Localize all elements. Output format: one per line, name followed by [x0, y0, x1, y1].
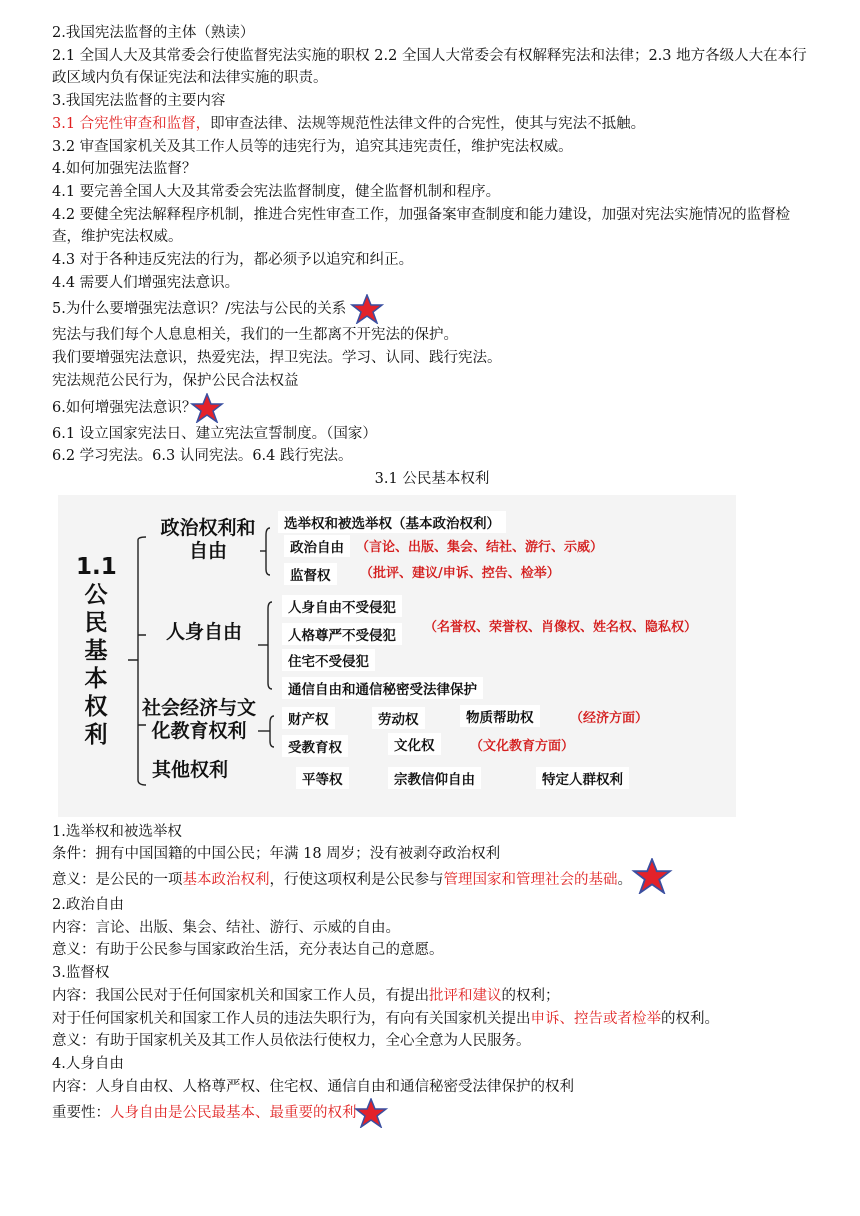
box-dignity: 人格尊严不受侵犯 [282, 623, 402, 645]
b3-text-f: 的权利。 [661, 1010, 719, 1027]
heading-6-row [52, 393, 812, 423]
star-icon [190, 393, 224, 423]
box-supervision: 监督权 [284, 563, 337, 585]
heading-3: 3.我国宪法监督的主要内容 [52, 93, 226, 110]
para-4-3: 4.3 对于各种违反宪法的行为，都必须予以追究和纠正。 [52, 252, 414, 269]
para-2-items: 2.1 全国人大及其常委会行使监督宪法实施的职权 2.2 全国人大常委会有权解释宪法和法律；2.3 地方各级人大在本行政区域内负有保证宪法和法律实施的职责。 [52, 47, 807, 87]
para-b3-content-2 [52, 1008, 812, 1031]
section-title: 3.1 公民基本权利 [374, 470, 490, 487]
rights-diagram [58, 495, 736, 817]
b3-text-b: 批评和建议 [429, 987, 502, 1004]
box-equality: 平等权 [296, 767, 349, 789]
box-communication: 通信自由和通信秘密受法律保护 [282, 677, 483, 699]
para-b2-meaning: 意义：有助于公民参与国家政治生活，充分表达自己的意愿。 [52, 942, 444, 959]
box-special-groups: 特定人群权利 [536, 767, 629, 789]
para-3-2: 3.2 审查国家机关及其工作人员等的违宪行为，追究其违宪责任，维护宪法权威。 [52, 138, 573, 155]
para-b1-condition: 条件：拥有中国国籍的中国公民；年满 18 周岁；没有被剥夺政治权利 [52, 846, 501, 863]
box-labor: 劳动权 [372, 707, 425, 729]
box-education: 受教育权 [282, 735, 348, 757]
para-5-1: 宪法与我们每个人息息相关，我们的一生都离不开宪法的保护。 [52, 327, 458, 344]
b4-importance-text: 人身自由是公民最基本、最重要的权利 [110, 1105, 357, 1122]
para-6-2: 6.2 学习宪法。6.3 认同宪法。6.4 践行宪法。 [52, 448, 353, 465]
box-culture: 文化权 [388, 733, 441, 755]
meaning-b1-a: 意义：是公民的一项 [52, 872, 183, 889]
para-3-1-rest: 即审查法律、法规等规范性法律文件的合宪性，使其与宪法不抵触。 [210, 115, 646, 132]
category-personal: 人身自由 [165, 620, 242, 643]
star-icon [353, 1098, 389, 1128]
star-icon [350, 294, 384, 324]
para-3-1 [52, 113, 812, 136]
box-body-freedom: 人身自由不受侵犯 [282, 595, 402, 617]
para-5-2: 我们要增强宪法意识，热爱宪法，捍卫宪法。学习、认同、践行宪法。 [52, 350, 502, 367]
category-other: 其他权利 [151, 758, 228, 781]
b3-text-c: 的权利； [501, 987, 560, 1004]
meaning-b1-b: 基本政治权利 [182, 872, 270, 889]
heading-5-row [52, 294, 812, 324]
para-4-2: 4.2 要健全宪法解释程序机制，推进合宪性审查工作，加强备案审查制度和能力建设，加强对宪法实施情况的监督检查，维护宪法权威。 [52, 206, 791, 246]
meaning-b1-d: 管理国家和管理社会的基础 [443, 872, 618, 889]
para-b2-content: 内容：言论、出版、集会、结社、游行、示威的自由。 [52, 919, 400, 936]
b3-text-d: 对于任何国家机关和国家工作人员的违法失职行为，有向有关国家机关提出 [52, 1010, 531, 1027]
para-4-4: 4.4 需要人们增强宪法意识。 [52, 274, 240, 291]
document-page [52, 22, 812, 1128]
heading-6: 6.如何增强宪法意识？ [52, 399, 197, 416]
note-culture: （文化教育方面） [470, 738, 575, 754]
heading-b3: 3.监督权 [52, 965, 110, 982]
para-3-1-key: 合宪性审查和监督， [79, 115, 211, 132]
box-election: 选举权和被选举权（基本政治权利） [278, 511, 506, 533]
note-economic: （经济方面） [570, 710, 649, 726]
para-b4-importance-row [52, 1098, 812, 1128]
category-social: 社会经济与文化教育权利 [141, 696, 256, 742]
diagram-title: 1.1公民基本权利 [76, 553, 117, 748]
heading-b1: 1.选举权和被选举权 [52, 823, 182, 840]
b4-importance-label: 重要性： [52, 1105, 110, 1122]
heading-5: 5.为什么要增强宪法意识？/宪法与公民的关系 [52, 301, 347, 318]
box-religion: 宗教信仰自由 [388, 767, 481, 789]
box-property: 财产权 [282, 707, 335, 729]
meaning-b1-e: 。 [617, 872, 632, 889]
box-material-aid: 物质帮助权 [460, 705, 540, 727]
note-supervision: （批评、建议/申诉、控告、检举） [360, 565, 560, 581]
star-icon [630, 858, 674, 894]
heading-4: 4.如何加强宪法监督？ [52, 161, 197, 178]
para-b3-content-1 [52, 985, 812, 1008]
b3-text-a: 内容：我国公民对于任何国家机关和国家工作人员，有提出 [52, 987, 429, 1004]
para-b4-content: 内容：人身自由权、人格尊严权、住宅权、通信自由和通信秘密受法律保护的权利 [52, 1078, 574, 1095]
para-6-1: 6.1 设立国家宪法日、建立宪法宣誓制度。（国家） [52, 425, 377, 442]
box-political-freedom: 政治自由 [284, 535, 350, 557]
meaning-b1-c: ，行使这项权利是公民参与 [269, 872, 444, 889]
box-home: 住宅不受侵犯 [282, 649, 375, 671]
para-4-1: 4.1 要完善全国人大及其常委会宪法监督制度，健全监督机制和程序。 [52, 183, 501, 200]
category-political: 政治权利和自由 [160, 516, 256, 562]
heading-b4: 4.人身自由 [52, 1055, 124, 1072]
note-political-freedom: （言论、出版、集会、结社、游行、示威） [356, 539, 604, 555]
b3-text-e: 申诉、控告或者检举 [530, 1010, 661, 1027]
para-b3-meaning: 意义：有助于国家机关及其工作人员依法行使权力，全心全意为人民服务。 [52, 1033, 531, 1050]
para-b1-meaning-row [52, 866, 812, 894]
heading-b2: 2.政治自由 [52, 897, 124, 914]
heading-2: 2.我国宪法监督的主体（熟读） [52, 25, 255, 41]
para-3-1-num: 3.1 [52, 115, 80, 132]
note-dignity: （名誉权、荣誉权、肖像权、姓名权、隐私权） [424, 619, 698, 635]
para-5-3: 宪法规范公民行为，保护公民合法权益 [52, 372, 299, 389]
